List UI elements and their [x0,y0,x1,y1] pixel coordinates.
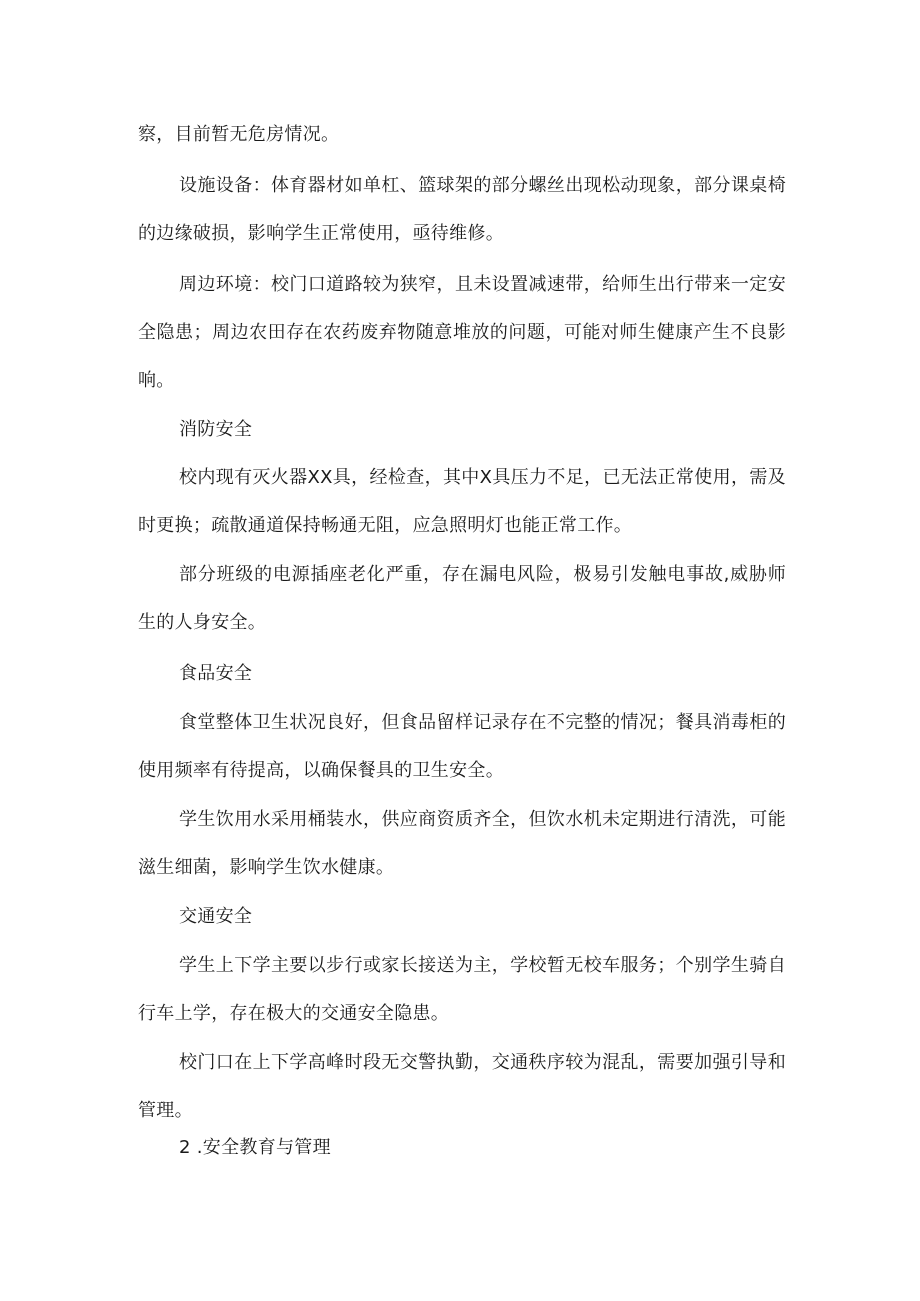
section-heading-safety-education: 2 .安全教育与管理 [179,1137,331,1158]
paragraph-fire-extinguishers: 校内现有灭火器XX具，经检查，其中X具压力不足，已无法正常使用，需及时更换；疏散通道保持畅通无阻，应急照明灯也能正常工作。 [138,467,786,536]
paragraph-school-gate: 校门口在上下学高峰时段无交警执勤，交通秩序较为混乱，需要加强引导和管理。 [138,1052,786,1121]
paragraph-surroundings: 周边环境：校门口道路较为狭窄，且未设置减速带，给师生出行带来一定安全隐患；周边农田存在农药废弃物随意堆放的问题，可能对师生健康产生不良影响。 [138,274,786,391]
paragraph-commute: 学生上下学主要以步行或家长接送为主，学校暂无校车服务；个别学生骑自行车上学，存在极大的交通安全隐患。 [138,955,786,1024]
paragraph-facilities: 设施设备：体育器材如单杠、篮球架的部分螺丝出现松动现象，部分课桌椅的边缘破损，影响学生正常使用，亟待维修。 [138,175,786,244]
paragraph-building-end: 察，目前暂无危房情况。 [138,124,340,145]
paragraph-electrical: 部分班级的电源插座老化严重，存在漏电风险，极易引发触电事故,威胁师生的人身安全。 [138,564,786,633]
heading-traffic-safety: 交通安全 [179,906,253,927]
heading-fire-safety: 消防安全 [179,419,253,440]
heading-food-safety: 食品安全 [179,663,253,684]
paragraph-drinking-water: 学生饮用水采用桶装水，供应商资质齐全，但饮水机未定期进行清洗，可能滋生细菌，影响学生饮水健康。 [138,809,786,878]
paragraph-canteen: 食堂整体卫生状况良好，但食品留样记录存在不完整的情况；餐具消毒柜的使用频率有待提高，以确保餐具的卫生安全。 [138,712,786,781]
